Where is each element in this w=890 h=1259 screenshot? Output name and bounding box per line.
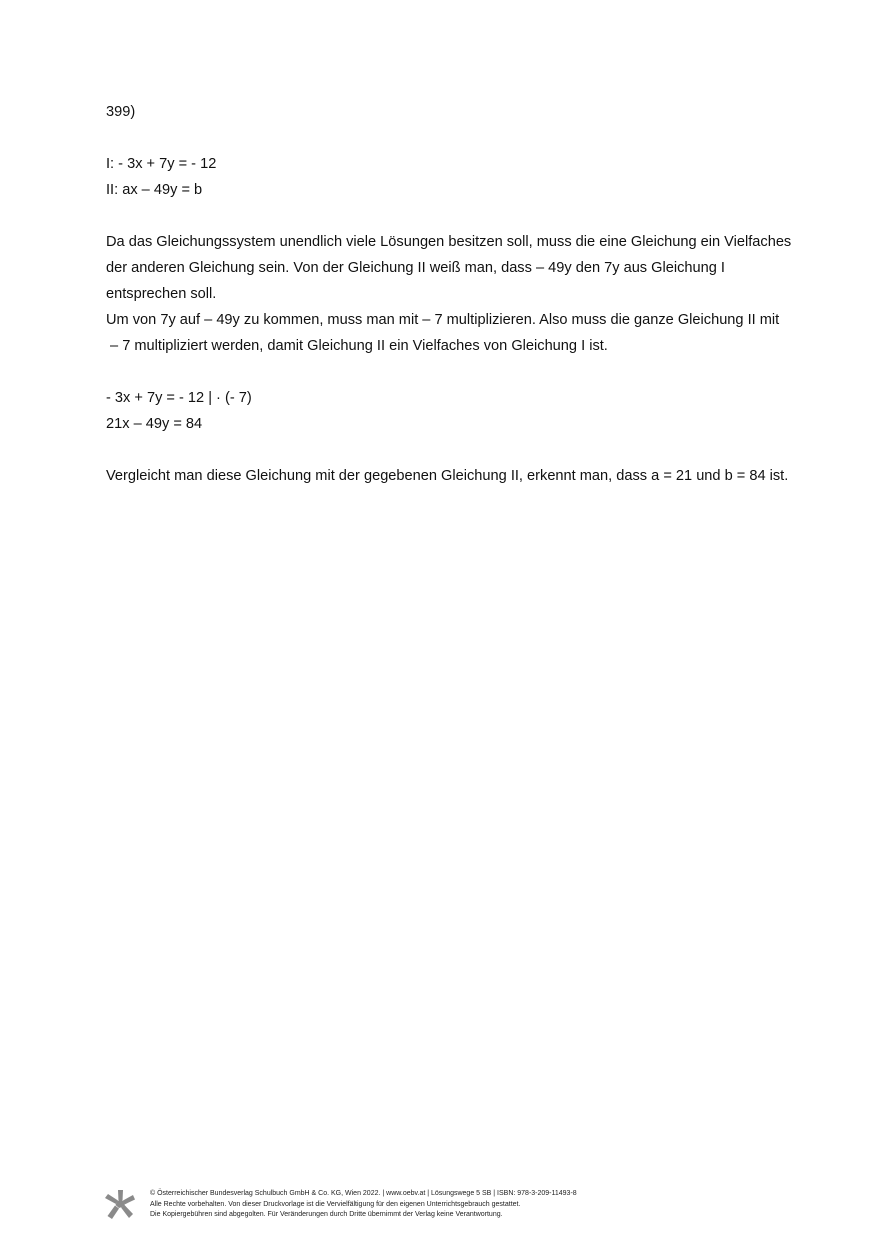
explanation-line: entsprechen soll. (106, 286, 217, 302)
explanation-line: Da das Gleichungssystem unendlich viele Lösungen besitzen soll, muss die eine Gleichung ein Vielfaches (106, 234, 792, 250)
calculation-step-one: - 3x + 7y = - 12 | · (- 7) (106, 390, 252, 406)
fees-line: Die Kopiergebühren sind abgegolten. Für Veränderungen durch Dritte übernimmt der Verlag keine Verantwortung. (150, 1211, 503, 1218)
spacer (106, 437, 826, 463)
equation-one: I: - 3x + 7y = - 12 (106, 156, 217, 172)
spacer (106, 125, 826, 151)
explanation-line: Um von 7y auf – 49y zu kommen, muss man mit – 7 multiplizieren. Also muss die ganze Gleichung II mit (106, 312, 780, 328)
copyright-line: © Österreichischer Bundesverlag Schulbuch GmbH & Co. KG, Wien 2022. | www.oebv.at | Lösungswege 5 SB | ISBN: 978-3-209-11493-8 (150, 1190, 577, 1197)
copyright-text (150, 1189, 710, 1221)
rights-line: Alle Rechte vorbehalten. Von dieser Druckvorlage ist die Vervielfältigung für den eigenen Unterrichtsgebrauch gestattet. (150, 1200, 521, 1208)
page-footer (104, 1187, 724, 1223)
spacer (106, 359, 826, 385)
publisher-logo-icon (104, 1189, 136, 1221)
conclusion-text: Vergleicht man diese Gleichung mit der gegebenen Gleichung II, erkennt man, dass a = 21 und b = 84 ist. (106, 468, 789, 484)
task-number: 399) (106, 104, 136, 120)
calculation-step-two: 21x – 49y = 84 (106, 416, 203, 432)
explanation-line: der anderen Gleichung sein. Von der Gleichung II weiß man, dass – 49y den 7y aus Gleichung I (106, 260, 725, 276)
explanation-line: – 7 multipliziert werden, damit Gleichung II ein Vielfaches von Gleichung I ist. (106, 338, 608, 354)
solution-content (106, 99, 826, 489)
spacer (106, 203, 826, 229)
equation-two: II: ax – 49y = b (106, 182, 203, 198)
